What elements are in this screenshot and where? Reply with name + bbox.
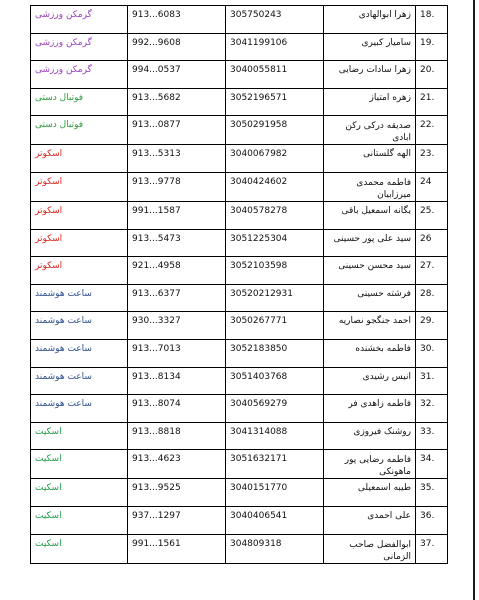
phone-cell: 913...5473 [128, 229, 226, 257]
name-cell: فاطمه محمدی میرزابیان [324, 172, 416, 201]
phone-cell: 913...5682 [128, 88, 226, 116]
row-number-cell: 29. [416, 312, 448, 340]
row-number-cell: 26 [416, 229, 448, 257]
table-row [31, 479, 448, 507]
name-cell: فاطمه زاهدی فر [324, 395, 416, 423]
name-cell: صدیقه درکی رکن ابادی [324, 116, 416, 145]
national-id-cell: 304809318 [226, 534, 324, 563]
national-id-cell: 3051403768 [226, 367, 324, 395]
table-row [31, 312, 448, 340]
category-cell: اسکوتر [31, 201, 128, 229]
participants-table-body [31, 6, 448, 564]
category-cell: اسکوتر [31, 145, 128, 173]
table-row [31, 145, 448, 173]
national-id-cell: 3040578278 [226, 201, 324, 229]
row-number-cell: 36. [416, 506, 448, 534]
table-row [31, 172, 448, 201]
category-cell: گرمکن ورزشی [31, 61, 128, 89]
table-row [31, 116, 448, 145]
category-cell: اسکوتر [31, 172, 128, 201]
category-cell: فوتبال دستی [31, 116, 128, 145]
national-id-cell: 30520212931 [226, 284, 324, 312]
phone-cell: 991...1561 [128, 534, 226, 563]
row-number-cell: 34. [416, 450, 448, 479]
category-cell: گرمکن ورزشی [31, 6, 128, 34]
name-cell: فاطمه بخشنده [324, 339, 416, 367]
phone-cell: 994...0537 [128, 61, 226, 89]
national-id-cell: 3041314088 [226, 422, 324, 450]
name-cell: الهه گلستانی [324, 145, 416, 173]
name-cell: فاطمه رضایی پور ماهونکی [324, 450, 416, 479]
row-number-cell: 22. [416, 116, 448, 145]
row-number-cell: 21. [416, 88, 448, 116]
phone-cell: 913...7013 [128, 339, 226, 367]
category-cell: ساعت هوشمند [31, 367, 128, 395]
phone-cell: 937...1297 [128, 506, 226, 534]
category-cell: اسکیت [31, 422, 128, 450]
row-number-cell: 28. [416, 284, 448, 312]
national-id-cell: 3040406541 [226, 506, 324, 534]
national-id-cell: 305750243 [226, 6, 324, 34]
phone-cell: 913...0877 [128, 116, 226, 145]
table-row [31, 284, 448, 312]
name-cell: سید محسن حسینی [324, 257, 416, 285]
category-cell: اسکیت [31, 506, 128, 534]
national-id-cell: 3052196571 [226, 88, 324, 116]
name-cell: انیس رشیدی [324, 367, 416, 395]
national-id-cell: 3052183850 [226, 339, 324, 367]
category-cell: اسکیت [31, 479, 128, 507]
category-cell: اسکیت [31, 450, 128, 479]
phone-cell: 913...8134 [128, 367, 226, 395]
table-row [31, 450, 448, 479]
table-row [31, 229, 448, 257]
category-cell: ساعت هوشمند [31, 395, 128, 423]
table-row [31, 395, 448, 423]
national-id-cell: 3041199106 [226, 33, 324, 61]
national-id-cell: 3051225304 [226, 229, 324, 257]
row-number-cell: 30. [416, 339, 448, 367]
name-cell: زهرا سادات رضایی [324, 61, 416, 89]
row-number-cell: 25. [416, 201, 448, 229]
table-row [31, 367, 448, 395]
category-cell: ساعت هوشمند [31, 284, 128, 312]
category-cell: گرمکن ورزشی [31, 33, 128, 61]
row-number-cell: 31. [416, 367, 448, 395]
name-cell: سید علی پور حسینی [324, 229, 416, 257]
row-number-cell: 37. [416, 534, 448, 563]
category-cell: اسکیت [31, 534, 128, 563]
row-number-cell: 35. [416, 479, 448, 507]
table-row [31, 506, 448, 534]
name-cell: یگانه اسمعیل باقی [324, 201, 416, 229]
row-number-cell: 18. [416, 6, 448, 34]
table-row [31, 339, 448, 367]
phone-cell: 913...4623 [128, 450, 226, 479]
row-number-cell: 32. [416, 395, 448, 423]
row-number-cell: 27. [416, 257, 448, 285]
category-cell: ساعت هوشمند [31, 339, 128, 367]
table-row [31, 6, 448, 34]
row-number-cell: 23. [416, 145, 448, 173]
phone-cell: 992...9608 [128, 33, 226, 61]
page-edge-line [473, 0, 475, 600]
national-id-cell: 3052103598 [226, 257, 324, 285]
table-row [31, 257, 448, 285]
phone-cell: 930...3327 [128, 312, 226, 340]
phone-cell: 913...8818 [128, 422, 226, 450]
national-id-cell: 3040067982 [226, 145, 324, 173]
phone-cell: 921...4958 [128, 257, 226, 285]
name-cell: طیبه اسمعیلی [324, 479, 416, 507]
phone-cell: 913...5313 [128, 145, 226, 173]
name-cell: زهره امتیاز [324, 88, 416, 116]
name-cell: زهرا ابوالهادی [324, 6, 416, 34]
phone-cell: 913...6377 [128, 284, 226, 312]
name-cell: علی احمدی [324, 506, 416, 534]
national-id-cell: 3040424602 [226, 172, 324, 201]
name-cell: فرشته حسینی [324, 284, 416, 312]
name-cell: روشنک فیروزی [324, 422, 416, 450]
national-id-cell: 3050267771 [226, 312, 324, 340]
category-cell: ساعت هوشمند [31, 312, 128, 340]
phone-cell: 991...1587 [128, 201, 226, 229]
phone-cell: 913...8074 [128, 395, 226, 423]
name-cell: سامیار کبیری [324, 33, 416, 61]
category-cell: اسکوتر [31, 229, 128, 257]
row-number-cell: 19. [416, 33, 448, 61]
name-cell: ابوالفضل صاحب الزمانی [324, 534, 416, 563]
participants-table [30, 5, 448, 564]
national-id-cell: 3040055811 [226, 61, 324, 89]
table-row [31, 422, 448, 450]
table-row [31, 33, 448, 61]
phone-cell: 913...9778 [128, 172, 226, 201]
table-row [31, 88, 448, 116]
row-number-cell: 33. [416, 422, 448, 450]
row-number-cell: 20. [416, 61, 448, 89]
national-id-cell: 3040151770 [226, 479, 324, 507]
table-row [31, 201, 448, 229]
row-number-cell: 24 [416, 172, 448, 201]
national-id-cell: 3050291958 [226, 116, 324, 145]
national-id-cell: 3040569279 [226, 395, 324, 423]
table-row [31, 534, 448, 563]
phone-cell: 913...9525 [128, 479, 226, 507]
table-row [31, 61, 448, 89]
national-id-cell: 3051632171 [226, 450, 324, 479]
category-cell: فوتبال دستی [31, 88, 128, 116]
name-cell: احمد جنگجو نصاریه [324, 312, 416, 340]
phone-cell: 913...6083 [128, 6, 226, 34]
category-cell: اسکوتر [31, 257, 128, 285]
